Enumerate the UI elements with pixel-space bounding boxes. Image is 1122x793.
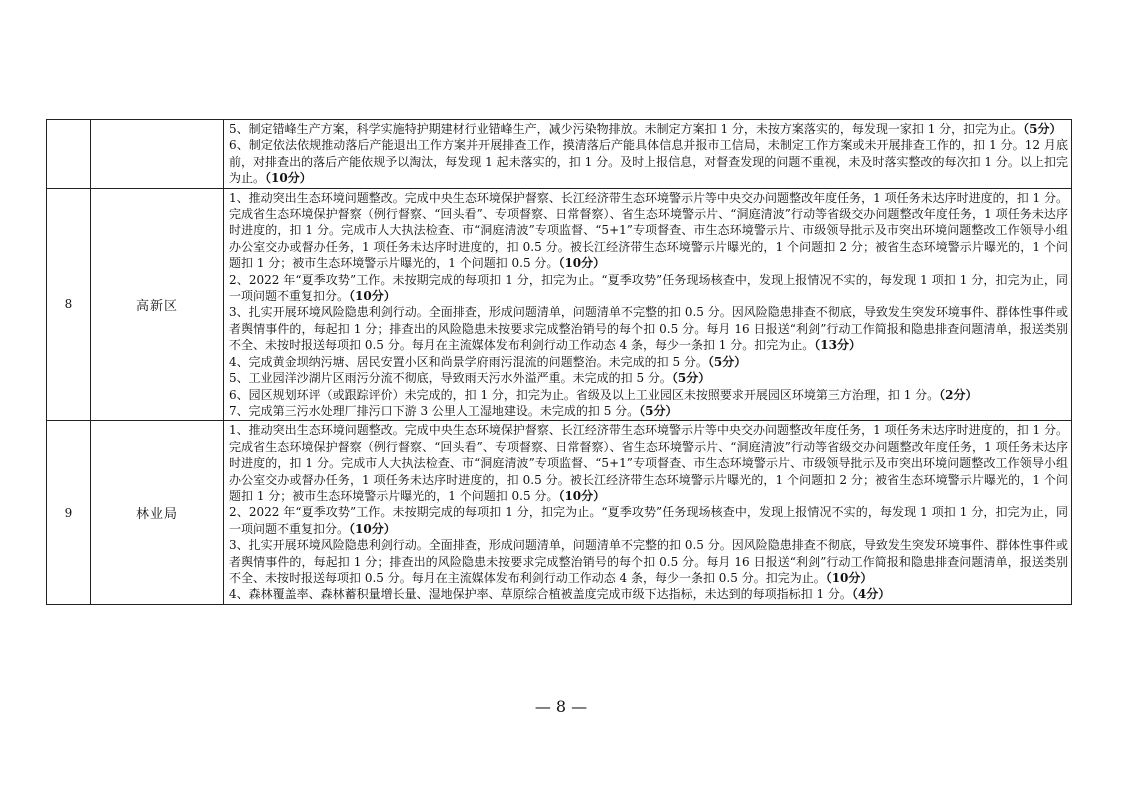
unit-name-cell	[91, 120, 224, 189]
table-row	[47, 120, 1072, 189]
assessment-table	[46, 119, 1072, 605]
points-label: （5分）	[639, 403, 678, 418]
criteria-item: 3、扎实开展环境风险隐患利剑行动。全面排查，形成问题清单，问题清单不完整的扣 0.5 分。因风险隐患排查不彻底，导致发生突发环境事件、群体性事件或者舆情事件的，每起扣 1 分；排查出的风险隐患未按要求完成整治销号的每个扣 0.5 分。每月 16 日报送“利剑”行动工作简报和隐患排查问题清单，报送类别不全、未按时报送每项扣 0.5 分。每月在主流媒体发布利剑行动工作动态 4 条，每少一条扣 0.5 分。扣完为止。（10分）	[229, 538, 1068, 585]
unit-name-cell: 高新区	[91, 188, 224, 421]
row-number-cell	[47, 120, 91, 189]
criteria-cell	[224, 188, 1072, 421]
points-label: （10分）	[349, 289, 396, 304]
criteria-item: 3、扎实开展环境风险隐患利剑行动。全面排查，形成问题清单，问题清单不完整的扣 0.5 分。因风险隐患排查不彻底，导致发生突发环境事件、群体性事件或者舆情事件的，每起扣 1 分；排查出的风险隐患未按要求完成整治销号的每个扣 0.5 分。每月 16 日报送“利剑”行动工作简报和隐患排查问题清单，报送类别不全、未按时报送每项扣 0.5 分。每月在主流媒体发布利剑行动工作动态 4 条，每少一条扣 1 分。扣完为止。（13分）	[229, 305, 1068, 353]
points-label: （4分）	[851, 587, 891, 602]
criteria-item: 2、2022 年“夏季攻势”工作。未按期完成的每项扣 1 分，扣完为止。“夏季攻势”任务现场核查中，发现上报情况不实的，每发现 1 项扣 1 分，扣完为止，同一项问题不重复扣分。（10分）	[229, 272, 1068, 304]
points-label: （10分）	[265, 171, 312, 186]
criteria-cell	[224, 120, 1072, 189]
criteria-item: 5、制定错峰生产方案，科学实施特护期建材行业错峰生产，减少污染物排放。未制定方案扣 1 分，未按方案落实的，每发现一家扣 1 分，扣完为止。（5分）	[229, 122, 1062, 136]
points-label: （2分）	[939, 387, 978, 402]
criteria-item: 7、完成第三污水处理厂排污口下游 3 公里人工湿地建设。未完成的扣 5 分。（5分）	[229, 403, 678, 418]
points-label: （13分）	[814, 338, 861, 353]
table-row	[47, 421, 1072, 604]
points-label: （10分）	[558, 488, 606, 503]
criteria-item: 6、园区规划环评（或跟踪评价）未完成的，扣 1 分，扣完为止。省级及以上工业园区未按照要求开展园区环境第三方治理，扣 1 分。（2分）	[229, 387, 978, 402]
points-label: （10分）	[349, 521, 396, 536]
criteria-item: 1、推动突出生态环境问题整改。完成中央生态环境保护督察、长江经济带生态环境警示片等中央交办问题整改年度任务，1 项任务未达序时进度的，扣 1 分。完成省生态环境保护督察（例行督察、“回头看”、专项督察、日常督察）、省生态环境警示片、“洞庭清波”行动等省级交办问题整改年度任务，1 项任务未达序时进度的，扣 1 分。完成市人大执法检查、市“洞庭清波”专项监督、“5+1”专项督查、市生态环境警示片、市级领导批示及市突出环境问题整改工作领导小组办公室交办或督办任务，1 项任务未达序时进度的，扣 0.5 分。被长江经济带生态环境警示片曝光的，1 个问题扣 2 分；被省生态环境警示片曝光的，1 个问题扣 1 分；被市生态环境警示片曝光的，1 个问题扣 0.5 分。（10分）	[229, 423, 1068, 503]
criteria-item: 4、森林覆盖率、森林蓄积量增长量、湿地保护率、草原综合植被盖度完成市级下达指标，未达到的每项指标扣 1 分。（4分）	[229, 587, 891, 602]
criteria-item: 1、推动突出生态环境问题整改。完成中央生态环境保护督察、长江经济带生态环境警示片等中央交办问题整改年度任务，1 项任务未达序时进度的，扣 1 分。完成省生态环境保护督察（例行督察、“回头看”、专项督察、日常督察）、省生态环境警示片、“洞庭清波”行动等省级交办问题整改年度任务，1 项任务未达序时进度的，扣 1 分。完成市人大执法检查、市“洞庭清波”专项监督、“5+1”专项督查、市生态环境警示片、市级领导批示及市突出环境问题整改工作领导小组办公室交办或督办任务，1 项任务未达序时进度的，扣 0.5 分。被长江经济带生态环境警示片曝光的，1 个问题扣 2 分；被省生态环境警示片曝光的，1 个问题扣 1 分；被市生态环境警示片曝光的，1 个问题扣 0.5 分。（10分）	[229, 190, 1068, 271]
table-row	[47, 188, 1072, 421]
points-label: （5分）	[707, 354, 747, 369]
criteria-cell	[224, 421, 1072, 604]
points-label: （10分）	[825, 570, 873, 585]
unit-name-cell: 林业局	[91, 421, 224, 604]
row-number-cell: 8	[47, 188, 91, 421]
criteria-item: 4、完成黄金坝纳污塘、居民安置小区和尚景学府雨污混流的问题整治。未完成的扣 5 分。（5分）	[229, 354, 747, 369]
criteria-item: 5、工业园洋沙湖片区雨污分流不彻底，导致雨天污水外溢严重。未完成的扣 5 分。（5分）	[229, 371, 711, 386]
criteria-item: 2、2022 年“夏季攻势”工作。未按期完成的每项扣 1 分，扣完为止。“夏季攻势”任务现场核查中，发现上报情况不实的，每发现 1 项扣 1 分，扣完为止，同一项问题不重复扣分。（10分）	[229, 505, 1068, 536]
row-number-cell: 9	[47, 421, 91, 604]
points-label: （10分）	[558, 256, 606, 271]
points-label: （5分）	[671, 371, 711, 386]
page-number: — 8 —	[534, 697, 588, 716]
points-label: （5分）	[1023, 122, 1062, 136]
criteria-item: 6、制定依法依规推动落后产能退出工作方案并开展排查工作，摸清落后产能具体信息并报市工信局，未制定工作方案或未开展排查工作的，扣 1 分。12 月底前，对排查出的落后产能依规予以淘汰，每发现 1 起未落实的，扣 1 分。及时上报信息，对督查发现的问题不重视，未及时落实整改的每次扣 1 分。以上扣完为止。（10分）	[229, 138, 1068, 186]
